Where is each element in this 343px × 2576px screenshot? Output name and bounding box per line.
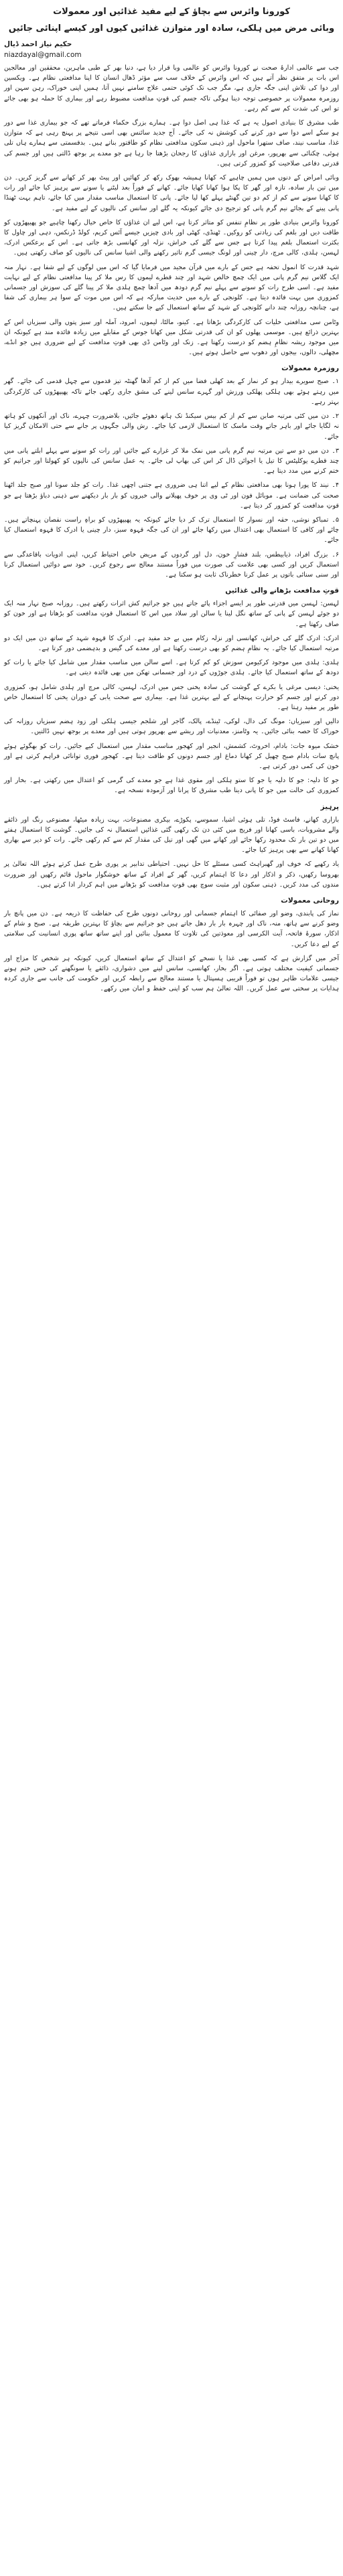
article-paragraph: ہلدی: ہلدی میں موجود کرکیومن سوزش کو کم کرتا ہے۔ اسے سالن میں مناسب مقدار میں شامل کیا جائے یا رات کو دودھ کے ساتھ استعمال کیا جائے۔ ہلدی جوڑوں کے درد اور جسمانی تھکن میں بھی فائدہ دیتی ہے۔	[4, 659, 339, 677]
byline	[4, 39, 339, 60]
article-paragraph: یخنی: دیسی مرغی یا بکرے کے گوشت کی سادہ یخنی جس میں ادرک، لہسن، کالی مرچ اور ہلدی شامل ہو، کمزوری دور کرنے اور جسم کو حرارت پہنچانے کے لیے بہترین غذا ہے۔ بیماری سے صحت یابی کے دوران یخنی کا استعمال خاص طور پر مفید رہتا ہے۔	[4, 683, 339, 711]
author-name: حکیم نیاز احمد ڈیال	[4, 40, 72, 48]
article-paragraph: جب سے عالمی ادارۂ صحت نے کورونا وائرس کو عالمی وبا قرار دیا ہے، دنیا بھر کے طبی ماہرین، محققین اور معالجین اس بات پر متفق نظر آتے ہیں کہ اس وائرس کے خلاف سب سے مؤثر ڈھال انسان کا اپنا مدافعتی نظام ہے۔ ویکسین اور دوا کی تلاش اپنی جگہ جاری ہے، مگر جب تک کوئی حتمی علاج سامنے نہیں آتا، ہمیں اپنی خوراک، رہن سہن اور روزمرہ معمولات پر خصوصی توجہ دینا ہوگی تاکہ جسم کی قوتِ مدافعت مضبوط رہے اور بیماری کا حملہ ہو بھی جائے تو اس کی شدت کم سے کم رہے۔	[4, 64, 339, 112]
article-paragraph: یاد رکھیے کہ خوف اور گھبراہٹ کسی مسئلے کا حل نہیں۔ احتیاطی تدابیر پر پوری طرح عمل کرتے ہوئے اللہ تعالیٰ پر بھروسا رکھیں، ذکر و اذکار اور دعا کا اہتمام کریں، گھر کے افراد کے ساتھ خوشگوار ماحول قائم رکھیں اور ضرورت مندوں کی مدد کریں۔ ذہنی سکون اور مثبت سوچ بھی قوتِ مدافعت کو بڑھانے میں اہم کردار ادا کرتے ہیں۔	[4, 860, 339, 889]
article-body	[4, 63, 339, 994]
article-paragraph: بازاری کھانے، فاسٹ فوڈ، تلی ہوئی اشیا، سموسے، پکوڑے، بیکری مصنوعات، بہت زیادہ میٹھا، مصنوعی رنگ اور ذائقے والے مشروبات، باسی کھانا اور فریج میں کئی دن تک رکھی گئی غذائیں استعمال نہ کی جائیں۔ گوشت کا استعمال ہفتے میں دو تین بار تک محدود رکھا جائے اور کھانے میں گھی اور تیل کی مقدار کم سے کم رکھی جائے۔ رات کو دیر سے بھاری کھانا کھانے سے بھی پرہیز کیا جائے۔	[4, 816, 339, 854]
article-paragraph: وٹامن سی مدافعتی خلیات کی کارکردگی بڑھاتا ہے۔ کینو، مالٹا، لیموں، امرود، آملہ اور سبز پتوں والی سبزیاں اس کے بہترین ذرائع ہیں۔ موسمی پھلوں کو ان کی قدرتی شکل میں کھانا جوس کے مقابلے میں زیادہ فائدہ مند ہے کیونکہ ان میں موجود ریشہ نظامِ ہضم کو درست رکھتا ہے۔ زنک اور وٹامن ڈی بھی قوتِ مدافعت کے لیے ضروری ہیں جو انڈے، مچھلی، دالوں، بیجوں اور دھوپ سے حاصل ہوتے ہیں۔	[4, 318, 339, 357]
article-paragraph: ۵۔ تمباکو نوشی، حقہ اور نسوار کا استعمال ترک کر دیا جائے کیونکہ یہ پھیپھڑوں کو براہِ راست نقصان پہنچاتے ہیں۔ چائے اور کافی کا استعمال بھی اعتدال میں رکھا جائے اور ان کی جگہ قہوہ سبز، دار چینی یا ادرک کا قہوہ استعمال کیا جائے۔	[4, 516, 339, 544]
article-paragraph: خشک میوہ جات: بادام، اخروٹ، کشمش، انجیر اور کھجور مناسب مقدار میں استعمال کیے جائیں۔ رات کو بھگوئے ہوئے پانچ سات بادام صبح چھیل کر کھانا دماغ اور جسم دونوں کو طاقت دیتا ہے۔ کھجور فوری توانائی فراہم کرتی ہے اور خون کی کمی دور کرتی ہے۔	[4, 742, 339, 770]
section-heading: قوتِ مدافعت بڑھانے والی غذائیں	[225, 587, 339, 595]
article-paragraph: دالیں اور سبزیاں: مونگ کی دال، لوکی، ٹینڈے، پالک، گاجر اور شلجم جیسی ہلکی اور زود ہضم سبزیاں روزانہ کی خوراک کا حصہ بنائی جائیں۔ یہ وٹامنز، معدنیات اور ریشے سے بھرپور ہوتی ہیں اور معدے پر بوجھ نہیں ڈالتیں۔	[4, 718, 339, 736]
article-paragraph: شہد قدرت کا انمول تحفہ ہے جس کے بارے میں قرآن مجید میں فرمایا گیا کہ اس میں لوگوں کے لیے شفا ہے۔ نہار منہ ایک گلاس نیم گرم پانی میں ایک چمچ خالص شہد اور چند قطرے لیموں کا رس ملا کر پینا مدافعتی نظام کے لیے نہایت مفید ہے۔ اسی طرح رات کو سونے سے پہلے نیم گرم دودھ میں آدھا چمچ ہلدی ملا کر پینا گلے کی سوزش اور جسمانی کمزوری میں بہت فائدہ دیتا ہے۔ کلونجی کے بارے میں حدیث مبارکہ ہے کہ اس میں موت کے سوا ہر بیماری کی شفا ہے، چنانچہ روزانہ چند دانے کلونجی کے شہد کے ساتھ استعمال کیے جا سکتے ہیں۔	[4, 263, 339, 312]
article-paragraph: ۴۔ نیند کا پورا ہونا بھی مدافعتی نظام کے لیے اتنا ہی ضروری ہے جتنی اچھی غذا۔ رات کو جلد سونا اور صبح جلد اٹھنا صحت کی ضمانت ہے۔ موبائل فون اور ٹی وی پر خوف پھیلانے والی خبروں کو بار بار دیکھنے سے ذہنی دباؤ بڑھتا ہے جو قوتِ مدافعت کو کمزور کر دیتا ہے۔	[4, 481, 339, 510]
article-paragraph: جو کا دلیہ: جو کا دلیہ یا جو کا ستو ہلکی اور مقوی غذا ہے جو معدے کی گرمی کو اعتدال میں رکھتی ہے۔ بخار اور کمزوری کی حالت میں جو کا پانی دینا طب مشرق کا پرانا اور آزمودہ نسخہ ہے۔	[4, 777, 339, 795]
section-heading: روحانی معمولات	[281, 897, 339, 905]
article-paragraph: طب مشرق کا بنیادی اصول یہ ہے کہ غذا ہی اصل دوا ہے۔ ہمارے بزرگ حکماء فرماتے تھے کہ جو بیماری غذا سے دور ہو سکے اسے دوا سے دور کرنے کی کوشش نہ کی جائے۔ آج جدید سائنس بھی اسی نتیجے پر پہنچ رہی ہے کہ متوازن غذا، مناسب نیند، صاف ستھرا ماحول اور ذہنی سکون مدافعتی نظام کو طاقتور بناتے ہیں۔ بدقسمتی سے ہمارے ہاں تلی ہوئی، چکنائی سے بھرپور، مرغن اور بازاری غذاؤں کا رجحان بڑھتا جا رہا ہے جو معدے پر بوجھ ڈالتی ہیں اور جسم کی قدرتی دفاعی صلاحیت کو کمزور کرتی ہیں۔	[4, 119, 339, 167]
article-paragraph: ۶۔ بزرگ افراد، ذیابیطس، بلند فشارِ خون، دل اور گردوں کے مریض خاص احتیاط کریں، اپنی ادویات باقاعدگی سے استعمال کریں اور کسی بھی علامت کی صورت میں فوراً مستند معالج سے رجوع کریں۔ خود سے دوائیں استعمال کرنا اور سنی سنائی باتوں پر عمل کرنا خطرناک ثابت ہو سکتا ہے۔	[4, 550, 339, 579]
section-heading: پرہیز	[320, 802, 339, 811]
article-paragraph: وبائی امراض کے دنوں میں ہمیں چاہیے کہ کھانا ہمیشہ بھوک رکھ کر کھائیں اور پیٹ بھر کر کھانے سے گریز کریں۔ دن میں تین بار سادہ، تازہ اور گھر کا پکا ہوا کھانا کھایا جائے۔ کھانے کے فوراً بعد لیٹنے یا سونے سے پرہیز کیا جائے اور رات کا کھانا سونے سے کم از کم دو تین گھنٹے پہلے کھا لیا جائے۔ پانی کا استعمال مناسب مقدار میں کیا جائے، تاہم بہت ٹھنڈا پانی پینے کے بجائے نیم گرم پانی کو ترجیح دی جائے کیونکہ یہ گلے اور سانس کی نالیوں کے لیے مفید ہے۔	[4, 174, 339, 212]
article-paragraph: آخر میں گزارش ہے کہ کسی بھی غذا یا نسخے کو اعتدال کے ساتھ استعمال کریں، کیونکہ ہر شخص کا مزاج اور جسمانی کیفیت مختلف ہوتی ہے۔ اگر بخار، کھانسی، سانس لینے میں دشواری، ذائقے یا سونگھنے کی حس ختم ہونے جیسی علامات ظاہر ہوں تو فوراً قریبی ہسپتال یا مستند معالج سے رابطہ کریں اور حکومت کی جانب سے جاری کردہ ہدایات پر سختی سے عمل کریں۔ اللہ تعالیٰ ہم سب کو اپنی حفظ و امان میں رکھے۔	[4, 954, 339, 993]
author-email: niazdayal@gmail.com	[4, 51, 82, 59]
article-paragraph: ۲۔ دن میں کئی مرتبہ صابن سے کم از کم بیس سیکنڈ تک ہاتھ دھوئے جائیں، بلاضرورت چہرے، ناک اور آنکھوں کو ہاتھ نہ لگایا جائے اور باہر جاتے وقت ماسک کا استعمال لازمی کیا جائے۔ رش والی جگہوں پر جانے سے حتی الامکان گریز کیا جائے۔	[4, 412, 339, 441]
article-paragraph: ۱۔ صبح سویرے بیدار ہو کر نماز کے بعد کھلی فضا میں کم از کم آدھا گھنٹہ تیز قدموں سے چہل قدمی کی جائے۔ گھر میں رہتے ہوئے بھی ہلکی پھلکی ورزش اور گہرے سانس لینے کی مشق جاری رکھی جائے تاکہ پھیپھڑوں کی کارکردگی بہتر رہے۔	[4, 378, 339, 406]
article-paragraph: لہسن: لہسن میں قدرتی طور پر ایسے اجزاء پائے جاتے ہیں جو جراثیم کش اثرات رکھتے ہیں۔ روزانہ صبح نہار منہ ایک دو جوئے لہسن کے پانی کے ساتھ نگل لینا یا سالن اور سلاد میں اس کا استعمال قوتِ مدافعت کو بڑھاتا ہے اور خون کو صاف رکھتا ہے۔	[4, 600, 339, 628]
article-subtitle: وبائی مرض میں ہلکی، سادہ اور متوازن غذائیں کیوں اور کیسے اپنائی جائیں	[8, 23, 335, 33]
section-heading: روزمرہ معمولات	[281, 364, 339, 373]
article-paragraph: ادرک: ادرک گلے کی خراش، کھانسی اور نزلہ زکام میں بے حد مفید ہے۔ ادرک کا قہوہ شہد کے ساتھ دن میں ایک دو مرتبہ استعمال کیا جائے۔ یہ نظامِ ہضم کو بھی درست رکھتا ہے اور معدے کی گیس و بدہضمی دور کرتا ہے۔	[4, 634, 339, 652]
article-paragraph: کورونا وائرس بنیادی طور پر نظامِ تنفس کو متاثر کرتا ہے، اس لیے ان غذاؤں کا خاص خیال رکھنا چاہیے جو پھیپھڑوں کو طاقت دیں اور بلغم کی زیادتی کو روکیں۔ ٹھنڈی، کھٹی اور بادی چیزیں جیسے آئس کریم، کولڈ ڈرنکس، دہی اور چاول کا بکثرت استعمال بلغم پیدا کرتا ہے جس سے گلے کی خراش، نزلہ اور کھانسی بڑھ جاتی ہے۔ اس کے برعکس ادرک، لہسن، ہلدی، کالی مرچ، دار چینی اور لونگ جیسی گرم تاثیر رکھنے والی اشیا سانس کی نالیوں کو صاف رکھتی ہیں۔	[4, 218, 339, 257]
article-paragraph: ۳۔ دن میں دو سے تین مرتبہ نیم گرم پانی میں نمک ملا کر غرارے کیے جائیں اور رات کو سونے سے پہلے ابلتے پانی میں چند قطرے یوکلپٹس کا تیل یا اجوائن ڈال کر اس کی بھاپ لی جائے۔ یہ عمل سانس کی نالیوں کو کھولتا اور جراثیم کو ختم کرنے میں مدد دیتا ہے۔	[4, 447, 339, 475]
article-title: کورونا وائرس سے بچاؤ کے لیے مفید غذائیں اور معمولات	[53, 7, 290, 17]
article-paragraph: نماز کی پابندی، وضو اور صفائی کا اہتمام جسمانی اور روحانی دونوں طرح کی حفاظت کا ذریعہ ہے۔ دن میں پانچ بار وضو کرنے سے ہاتھ، منہ، ناک اور چہرہ بار بار دھل جاتے ہیں جو جراثیم سے بچاؤ کا بہترین طریقہ ہے۔ صبح و شام کے اذکار، سورۂ فاتحہ، آیت الکرسی اور معوذتین کی تلاوت کا معمول بنائیں اور اپنے ساتھ ساتھ پوری انسانیت کی سلامتی کے لیے دعا کریں۔	[4, 910, 339, 948]
